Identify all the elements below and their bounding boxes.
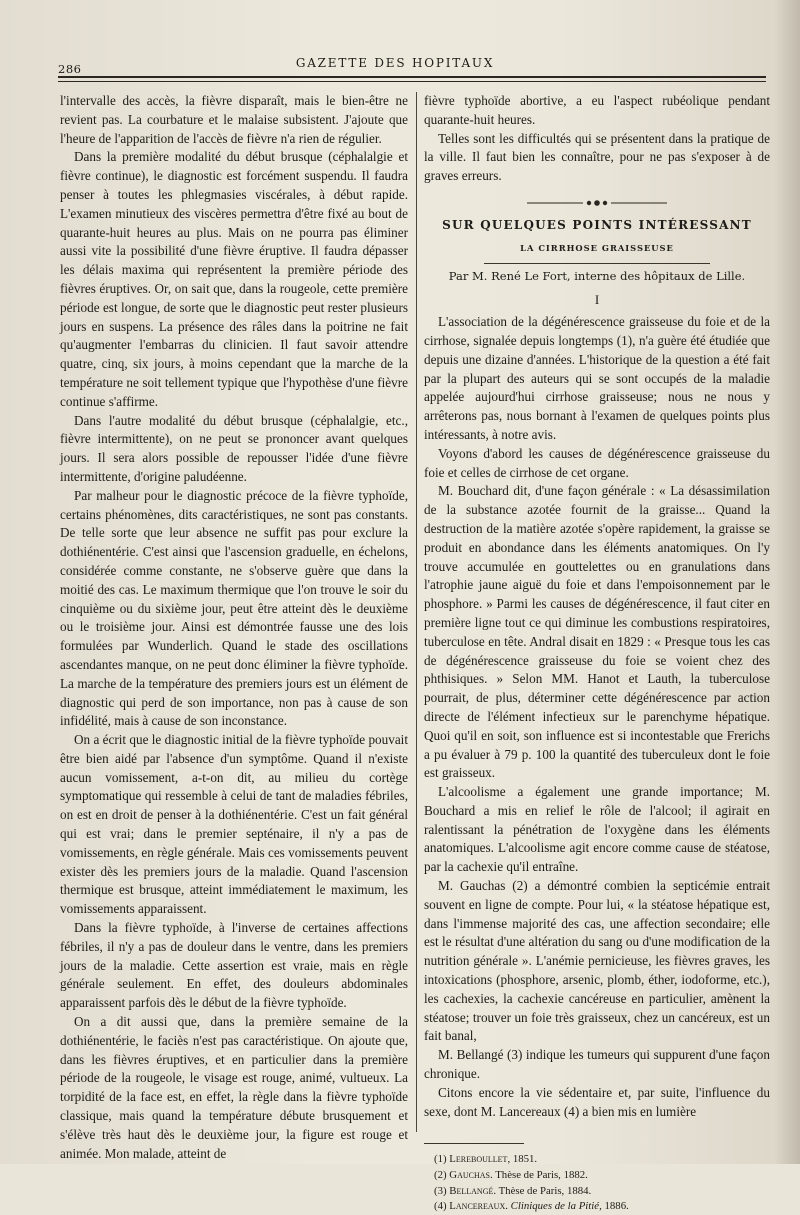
paragraph: M. Bellangé (3) indique les tumeurs qui suppurent d'une façon chronique. xyxy=(424,1047,770,1082)
paragraph: Telles sont les difficultés qui se présentent dans la pratique de la ville. Il faut bien les connaître, pour ne pas s'exposer à de graves erreurs. xyxy=(424,130,770,184)
right-column xyxy=(424,92,770,1215)
column-divider xyxy=(416,92,417,1132)
paragraph: l'intervalle des accès, la fièvre disparaît, mais le bien-être ne revient pas. La courbature et le malaise subsistent. J'ajoute que l'heure de l'apparition de l'accès de fièvre n'a rien de régulier. xyxy=(60,93,408,146)
paragraph: On a dit aussi que, dans la première semaine de la dothiénentérie, le faciès n'est pas caractéristique. On ajoute que, dans les fièvres éruptives, et en particulier dans la première période de la rougeole, le visage est rouge, animé, vultueux. La torpidité de la face est, en effet, la règle dans la fièvre typhoïde classique, mais quand la température débute brusquement et s'élève très haut dès le deuxième jour, la figure est rouge et animée. Mon malade, atteint de xyxy=(60,1014,408,1161)
footnote: (4) Lancereaux. Cliniques de la Pitié, 1886. xyxy=(434,1200,629,1213)
page-edge-shadow xyxy=(774,0,800,1164)
footnote: (1) Lereboullet, 1851. xyxy=(434,1153,538,1166)
paragraph: On a écrit que le diagnostic initial de la fièvre typhoïde pouvait être bien aidé par l'absence d'un symptôme. Quand il n'existe aucun vomissement, a-t-on dit, au milieu du cortège symptomatique qui ressemble à celui de tant de maladies fébriles, on est en droit de penser à la dothiénentérie. C'est un fait général qui est vrai; dans le premier septénaire, il n'y a pas de vomissements, en règle générale. Mais ces vomissements peuvent exister dès les premiers jours de la maladie. Quand l'ascension thermique est brusque, atteint immédiatement le maximum, les vomissements apparaissent. xyxy=(60,732,408,917)
paragraph: L'association de la dégénérescence graisseuse du foie et de la cirrhose, signalée depuis longtemps (1), n'a guère été étudiée que depuis une dizaine d'années. L'historique de la question a été fait par la plupart des auteurs qui se sont occupés de la maladie appelée aujourd'hui cirrhose graisseuse; nous ne nous y arrêterons pas, nous bornant à l'examen de quelques points plus intéressants, à notre avis. xyxy=(424,314,770,442)
paragraph: L'alcoolisme a également une grande importance; M. Bouchard a mis en relief le rôle de l'alcool; il agirait en ralentissant la pénétration de l'oxygène dans les éléments anatomiques. L'alcoolisme agit encore comme cause de stéatose, par la cachexie qu'il entraîne. xyxy=(424,784,770,875)
left-column xyxy=(60,92,408,1163)
section-number: I xyxy=(594,292,600,308)
paragraph: M. Bouchard dit, d'une façon générale : « La désassimilation de la substance azotée fournit de la graisse... Quand la destruction de la matière azotée s'opère rapidement, la graisse se produit en abondance dans les éléments anatomiques. On l'y trouve accumulée en gouttelettes ou en granulations dans l'atrophie jaune aiguë du foie et dans l'empoisonnement par le phosphore. » Parmi les causes de dégénérescence, il faut citer en première ligne tout ce qui diminue les combustions respiratoires, tuberculose en tête. Andral disait en 1829 : « Presque tous les cas de dégénérescence graisseuse du foie se voient chez des phthisiques. » Selon MM. Hanot et Lauth, la tuberculose pourrait, de plus, déterminer cette dégénérescence par action directe de l'élément infectieux sur le parenchyme hépatique. Quoi qu'il en soit, son influence est si incontestable que Frerichs a pu évaluer à 79 p. 100 la quantité des tuberculeux dont le foie est graisseux. xyxy=(424,483,770,781)
page-number: 286 xyxy=(58,62,82,76)
paragraph: Dans la première modalité du début brusque (céphalalgie et fièvre continue), le diagnostic est forcément suspendu. Il faudra penser à toutes les phlegmasies viscérales, à début rapide. L'examen minutieux des viscères permettra d'être fixé au bout de quarante-huit heures au plus. Mais on ne pourra pas éliminer aussi vite la possibilité d'une fièvre éruptive. Il faudra dépasser les délais maxima qui représentent la première période des fièvres éruptives. Or, on sait que, dans la rougeole, cette première période est longue, de sorte que le diagnostic peut rester plusieurs jours en suspens. La présence des râles dans la poitrine ne fait qu'augmenter l'embarras du clinicien. Il faut savoir attendre quatre, cinq, six jours, à moins cependant que la marche de la température ne soit tellement typique que l'hypothèse d'une fièvre continue s'affirme. xyxy=(60,149,408,409)
article-byline: Par M. René Le Fort, interne des hôpitaux de Lille. xyxy=(448,268,746,283)
footnote: (2) Gauchas. Thèse de Paris, 1882. xyxy=(434,1169,588,1182)
footnote-rule xyxy=(424,1143,524,1144)
paragraph: Dans la fièvre typhoïde, à l'inverse de certaines affections fébriles, il n'y a pas de douleur dans le ventre, dans les premiers jours de la maladie. Cette assertion est vraie, mais en règle générale seulement. En effet, des douleurs abdominales apparaissent parfois dès le début de la fièvre typhoïde. xyxy=(60,920,408,1011)
paragraph: M. Gauchas (2) a démontré combien la septicémie entrait souvent en ligne de compte. Pour lui, « la stéatose hépatique est, dans l'immense majorité des cas, une affection secondaire; elle est le résultat d'une altération du sang ou d'une modification de la nutrition générale ». L'anémie pernicieuse, les fièvres graves, les intoxications (phosphore, arsenic, plomb, éther, iodoforme, etc.), les cachexies, la cachexie cancéreuse en particulier, amènent la stéatose; trouver un foie très graisseux, chez un cancéreux, est un fait banal, xyxy=(424,878,770,1044)
byline-rule xyxy=(484,263,710,264)
article-title: SUR QUELQUES POINTS INTÉRESSANT xyxy=(442,217,752,232)
header-rule-thin xyxy=(58,81,766,82)
article-subtitle: LA CIRRHOSE GRAISSEUSE xyxy=(520,242,674,253)
paragraph: Dans l'autre modalité du début brusque (céphalalgie, etc., fièvre intermittente), on ne peut se prononcer avant quelques jours. Il sera alors possible de repousser l'idée d'une fièvre intermittente, d'origine paludéenne. xyxy=(60,412,408,484)
footnotes xyxy=(424,1152,770,1214)
footnote: (3) Bellangé. Thèse de Paris, 1884. xyxy=(434,1184,592,1197)
paragraph: Citons encore la vie sédentaire et, par suite, l'influence du sexe, dont M. Lancereaux (4) a bien mis en lumière xyxy=(424,1084,770,1119)
paragraph: Par malheur pour le diagnostic précoce de la fièvre typhoïde, certains phénomènes, dits caractéristiques, ne sont pas constants. De telle sorte que leur absence ne suffit pas pour exclure la dothiénentérie. C'est ainsi que l'ascension graduelle, en échelons, considérée comme constante, ne s'observe guère que dans la moitié des cas. Le maximum thermique que l'on trouve le soir du cinquième ou du sixième jour, peut être atteint dès le deuxième ou le troisième jour. Ainsi est démontrée fausse une des lois formulées par Wunderlich. Quand le stade des oscillations ascendantes manque, on ne peut donc éliminer la fièvre typhoïde. La marche de la température des premiers jours est un élément de diagnostic qui perd de son importance, non pas à cause de son infidélité, mais à cause de son inconstance. xyxy=(60,487,408,729)
running-title: GAZETTE DES HOPITAUX xyxy=(295,56,495,70)
section-ornament-icon xyxy=(527,199,667,207)
header-rule-thick xyxy=(58,76,766,78)
paragraph: Voyons d'abord les causes de dégénérescence graisseuse du foie et celles de cirrhose de cet organe. xyxy=(424,445,770,480)
paragraph: fièvre typhoïde abortive, a eu l'aspect rubéolique pendant quarante-huit heures. xyxy=(424,93,770,127)
